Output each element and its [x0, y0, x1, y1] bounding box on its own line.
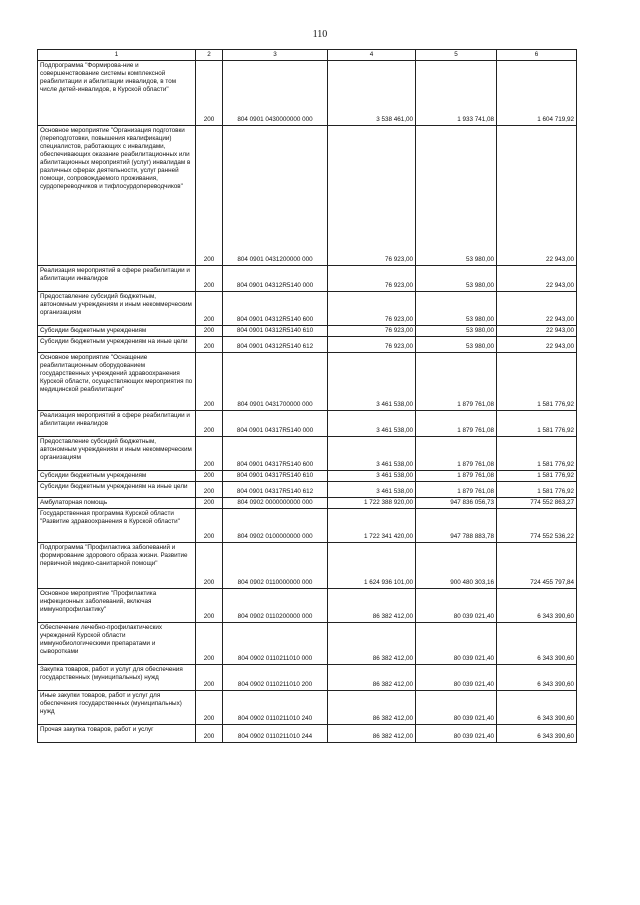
budget-table	[37, 49, 577, 743]
header-col-6: 6	[497, 50, 577, 61]
header-col-1: 1	[38, 50, 196, 61]
row-col-2: 200	[196, 266, 223, 292]
row-amount-col-4: 3 461 538,00	[328, 411, 416, 437]
row-col-2: 200	[196, 61, 223, 126]
row-budget-code: 804 0902 0100000000 000	[223, 509, 328, 543]
row-budget-code: 804 0902 0110211010 200	[223, 665, 328, 691]
table-row	[38, 266, 577, 292]
row-name: Основное мероприятие "Профилактика инфекционных заболеваний, включая иммунопрофилактику"	[38, 589, 196, 623]
row-budget-code: 804 0901 04312R5140 612	[223, 337, 328, 353]
row-amount-col-5: 80 039 021,40	[416, 589, 497, 623]
table-row	[38, 543, 577, 589]
row-col-2: 200	[196, 292, 223, 326]
row-amount-col-6: 1 581 776,92	[497, 353, 577, 411]
row-budget-code: 804 0902 0110211010 240	[223, 691, 328, 725]
row-name: Предоставление субсидий бюджетным, автономным учреждениям и иным некоммерческим организациям	[38, 437, 196, 471]
row-name: Амбулаторная помощь	[38, 498, 196, 509]
row-budget-code: 804 0902 0110000000 000	[223, 543, 328, 589]
row-col-2: 200	[196, 725, 223, 743]
row-amount-col-5: 1 933 741,08	[416, 61, 497, 126]
row-col-2: 200	[196, 326, 223, 337]
row-name: Закупка товаров, работ и услуг для обеспечения государственных (муниципальных) нужд	[38, 665, 196, 691]
row-amount-col-6: 22 943,00	[497, 126, 577, 266]
row-name: Реализация мероприятий в сфере реабилитации и абилитации инвалидов	[38, 266, 196, 292]
row-amount-col-6: 1 581 776,92	[497, 482, 577, 498]
row-amount-col-6: 1 581 776,92	[497, 437, 577, 471]
table-row	[38, 482, 577, 498]
row-budget-code: 804 0901 0430000000 000	[223, 61, 328, 126]
row-budget-code: 804 0902 0000000000 000	[223, 498, 328, 509]
table-row	[38, 725, 577, 743]
row-col-2: 200	[196, 509, 223, 543]
row-name: Подпрограмма "Профилактика заболеваний и формирование здорового образа жизни. Развитие первичной медико-санитарной помощи"	[38, 543, 196, 589]
row-name: Иные закупки товаров, работ и услуг для обеспечения государственных (муниципальных) нужд	[38, 691, 196, 725]
row-amount-col-5: 80 039 021,40	[416, 665, 497, 691]
row-col-2: 200	[196, 337, 223, 353]
row-budget-code: 804 0902 0110200000 000	[223, 589, 328, 623]
row-amount-col-5: 947 788 883,78	[416, 509, 497, 543]
row-amount-col-6: 22 943,00	[497, 337, 577, 353]
header-col-2: 2	[196, 50, 223, 61]
row-amount-col-5: 900 480 303,16	[416, 543, 497, 589]
row-col-2: 200	[196, 471, 223, 482]
row-amount-col-4: 76 923,00	[328, 326, 416, 337]
row-amount-col-6: 6 343 390,60	[497, 691, 577, 725]
row-amount-col-5: 1 879 761,08	[416, 482, 497, 498]
row-amount-col-5: 1 879 761,08	[416, 411, 497, 437]
row-col-2: 200	[196, 665, 223, 691]
row-col-2: 200	[196, 437, 223, 471]
row-col-2: 200	[196, 411, 223, 437]
row-amount-col-6: 724 455 797,84	[497, 543, 577, 589]
table-row	[38, 471, 577, 482]
table-row	[38, 589, 577, 623]
row-amount-col-4: 3 461 538,00	[328, 471, 416, 482]
row-name: Субсидии бюджетным учреждениям	[38, 471, 196, 482]
row-amount-col-4: 3 461 538,00	[328, 482, 416, 498]
row-budget-code: 804 0902 0110211010 000	[223, 623, 328, 665]
row-amount-col-5: 1 879 761,08	[416, 353, 497, 411]
header-col-4: 4	[328, 50, 416, 61]
row-budget-code: 804 0902 0110211010 244	[223, 725, 328, 743]
row-amount-col-4: 3 461 538,00	[328, 437, 416, 471]
table-row	[38, 665, 577, 691]
row-amount-col-6: 6 343 390,60	[497, 665, 577, 691]
row-amount-col-4: 76 923,00	[328, 337, 416, 353]
row-amount-col-4: 86 382 412,00	[328, 725, 416, 743]
row-budget-code: 804 0901 04317R5140 600	[223, 437, 328, 471]
row-amount-col-5: 53 980,00	[416, 326, 497, 337]
row-col-2: 200	[196, 691, 223, 725]
row-amount-col-4: 1 722 388 920,00	[328, 498, 416, 509]
row-budget-code: 804 0901 04312R5140 000	[223, 266, 328, 292]
row-amount-col-6: 22 943,00	[497, 326, 577, 337]
row-amount-col-4: 86 382 412,00	[328, 691, 416, 725]
row-name: Государственная программа Курской области "Развитие здравоохранения в Курской области"	[38, 509, 196, 543]
row-amount-col-5: 53 980,00	[416, 266, 497, 292]
row-budget-code: 804 0901 0431200000 000	[223, 126, 328, 266]
row-name: Субсидии бюджетным учреждениям на иные цели	[38, 337, 196, 353]
row-amount-col-5: 80 039 021,40	[416, 623, 497, 665]
row-amount-col-4: 1 722 341 420,00	[328, 509, 416, 543]
row-amount-col-5: 80 039 021,40	[416, 691, 497, 725]
row-name: Обеспечение лечебно-профилактических учреждений Курской области иммунобиологическими препаратами и сыворотками	[38, 623, 196, 665]
row-amount-col-4: 86 382 412,00	[328, 623, 416, 665]
row-name: Прочая закупка товаров, работ и услуг	[38, 725, 196, 743]
table-row	[38, 498, 577, 509]
row-amount-col-4: 86 382 412,00	[328, 665, 416, 691]
row-name: Основное мероприятие "Организация подготовки (переподготовки, повышения квалификации) специалистов, работающих с инвалидами, обеспечивающих оказание реабилитационных или абилитационных мероприятий (услуг) инвалидам в различных сферах деятельности, услуг ранней помощи, сопровождаемого проживания, сурдопереводчиков и тифлосурдопереводчиков"	[38, 126, 196, 266]
table-row	[38, 623, 577, 665]
row-amount-col-6: 22 943,00	[497, 266, 577, 292]
row-amount-col-6: 774 552 863,27	[497, 498, 577, 509]
row-amount-col-6: 6 343 390,60	[497, 725, 577, 743]
row-amount-col-5: 1 879 761,08	[416, 471, 497, 482]
row-amount-col-6: 1 581 776,92	[497, 411, 577, 437]
row-amount-col-6: 774 552 536,22	[497, 509, 577, 543]
table-row	[38, 437, 577, 471]
row-amount-col-5: 53 980,00	[416, 337, 497, 353]
table-row	[38, 691, 577, 725]
row-budget-code: 804 0901 04317R5140 000	[223, 411, 328, 437]
header-col-5: 5	[416, 50, 497, 61]
row-amount-col-5: 80 039 021,40	[416, 725, 497, 743]
row-name: Субсидии бюджетным учреждениям на иные цели	[38, 482, 196, 498]
row-amount-col-5: 53 980,00	[416, 292, 497, 326]
row-col-2: 200	[196, 543, 223, 589]
row-col-2: 200	[196, 353, 223, 411]
row-budget-code: 804 0901 04312R5140 610	[223, 326, 328, 337]
page-number: 110	[312, 29, 328, 40]
row-col-2: 200	[196, 126, 223, 266]
row-col-2: 200	[196, 623, 223, 665]
row-amount-col-4: 86 382 412,00	[328, 589, 416, 623]
row-col-2: 200	[196, 482, 223, 498]
row-amount-col-4: 76 923,00	[328, 266, 416, 292]
row-amount-col-6: 1 604 719,92	[497, 61, 577, 126]
row-amount-col-5: 53 980,00	[416, 126, 497, 266]
table-row	[38, 411, 577, 437]
table-row	[38, 353, 577, 411]
row-budget-code: 804 0901 0431700000 000	[223, 353, 328, 411]
table-row	[38, 292, 577, 326]
row-amount-col-4: 76 923,00	[328, 292, 416, 326]
row-amount-col-4: 1 624 936 101,00	[328, 543, 416, 589]
row-col-2: 200	[196, 589, 223, 623]
row-amount-col-4: 76 923,00	[328, 126, 416, 266]
row-col-2: 200	[196, 498, 223, 509]
table-row	[38, 61, 577, 126]
table-row	[38, 126, 577, 266]
row-budget-code: 804 0901 04317R5140 612	[223, 482, 328, 498]
row-name: Реализация мероприятий в сфере реабилитации и абилитации инвалидов	[38, 411, 196, 437]
table-row	[38, 509, 577, 543]
row-name: Основное мероприятие "Оснащение реабилитационным оборудованием государственных учреждений здравоохранения Курской области, осуществляющих мероприятия по медицинской реабилитации"	[38, 353, 196, 411]
row-name: Подпрограмма "Формирова-ние и совершенствование системы комплексной реабилитации и абилитации инвалидов, в том числе детей-инвалидов, в Курской области"	[38, 61, 196, 126]
row-name: Предоставление субсидий бюджетным, автономным учреждениям и иным некоммерческим организациям	[38, 292, 196, 326]
table-row	[38, 326, 577, 337]
budget-table-body	[38, 50, 577, 743]
row-name: Субсидии бюджетным учреждениям	[38, 326, 196, 337]
header-row	[38, 50, 577, 61]
row-amount-col-6: 22 943,00	[497, 292, 577, 326]
table-row	[38, 337, 577, 353]
row-amount-col-6: 1 581 776,92	[497, 471, 577, 482]
row-amount-col-6: 6 343 390,60	[497, 623, 577, 665]
header-col-3: 3	[223, 50, 328, 61]
row-amount-col-5: 947 836 056,73	[416, 498, 497, 509]
row-amount-col-5: 1 879 761,08	[416, 437, 497, 471]
row-amount-col-4: 3 461 538,00	[328, 353, 416, 411]
row-budget-code: 804 0901 04312R5140 600	[223, 292, 328, 326]
row-amount-col-6: 6 343 390,60	[497, 589, 577, 623]
row-budget-code: 804 0901 04317R5140 610	[223, 471, 328, 482]
row-amount-col-4: 3 538 461,00	[328, 61, 416, 126]
